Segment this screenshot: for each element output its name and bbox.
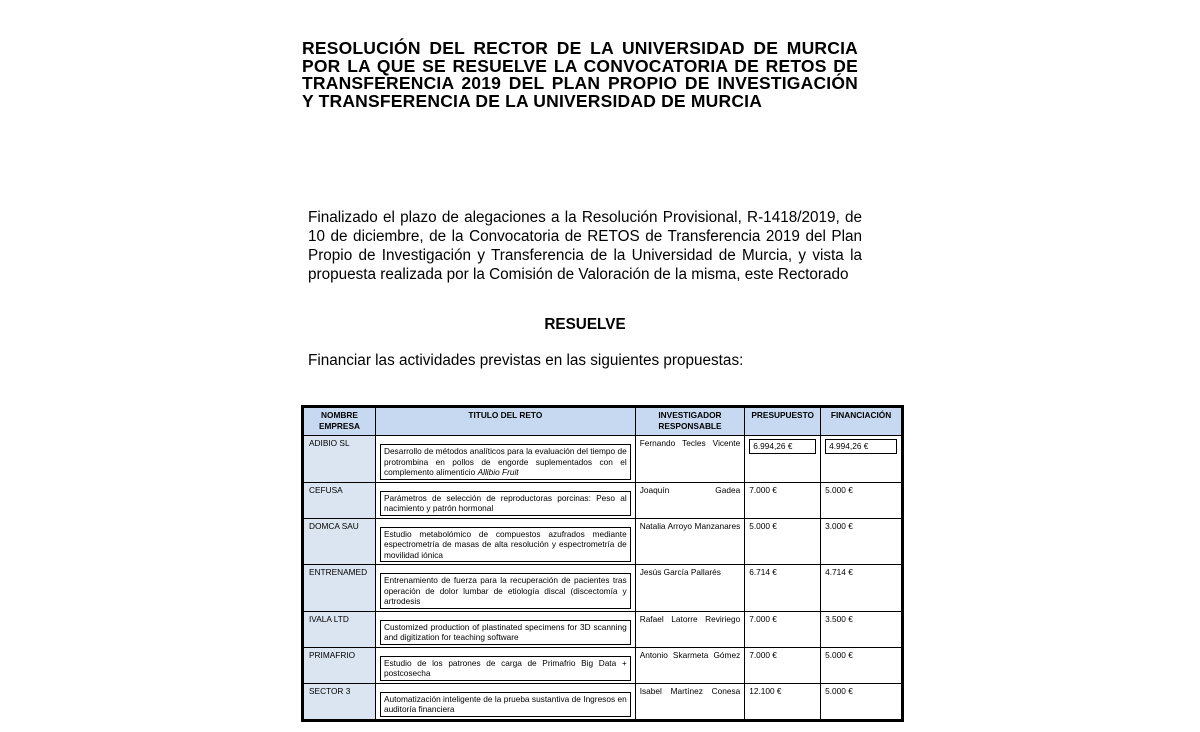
cell-empresa: DOMCA SAU [304,518,376,565]
cell-financiacion: 3.500 € [821,611,902,647]
cell-titulo-text: Estudio metabolómico de compuestos azufrados mediante espectrometría de masas de alta resolución y espectrometría de movilidad iónica [380,527,631,563]
cell-presupuesto: 7.000 € [745,482,821,518]
table-row [304,518,902,565]
cell-presupuesto: 6.714 € [745,565,821,612]
table-row [304,482,902,518]
cell-investigador: Jesús García Pallarés [635,565,745,612]
resuelve-heading: RESUELVE [544,316,626,333]
cell-titulo-text: Customized production of plastinated specimens for 3D scanning and digitization for teaching software [380,620,631,645]
header-financiacion: FINANCIACIÓN [821,408,902,436]
financiar-paragraph: Financiar las actividades previstas en las siguientes propuestas: [308,352,744,369]
cell-titulo [375,482,635,518]
proposals-table [301,405,904,722]
table-row [304,611,902,647]
cell-titulo-italic: Allibio Fruit [477,467,519,477]
cell-investigador: Joaquín Gadea [635,482,745,518]
header-presupuesto: PRESUPUESTO [745,408,821,436]
cell-titulo [375,683,635,719]
proposals-table-grid [303,407,902,720]
table-row [304,647,902,683]
cell-financiacion: 4.714 € [821,565,902,612]
table-row [304,565,902,612]
cell-titulo-text: Entrenamiento de fuerza para la recuperación de pacientes tras operación de dolor lumbar de etiología discal (discectomía y artrodesis [380,573,631,609]
cell-financiacion: 5.000 € [821,647,902,683]
cell-empresa: CEFUSA [304,482,376,518]
table-header-row [304,408,902,436]
cell-presupuesto: 7.000 € [745,647,821,683]
cell-investigador: Isabel Martínez Conesa [635,683,745,719]
document-title: RESOLUCIÓN DEL RECTOR DE LA UNIVERSIDAD DE MURCIA POR LA QUE SE RESUELVE LA CONVOCATORIA DE RETOS DE TRANSFERENCIA 2019 DEL PLAN PROPIO DE INVESTIGACIÓN Y TRANSFERENCIA DE LA UNIVERSIDAD DE MURCIA [302,38,858,111]
header-titulo: TITULO DEL RETO [375,408,635,436]
cell-presupuesto: 7.000 € [745,611,821,647]
cell-presupuesto [745,436,821,483]
cell-presupuesto: 5.000 € [745,518,821,565]
intro-paragraph: Finalizado el plazo de alegaciones a la Resolución Provisional, R-1418/2019, de 10 de diciembre, de la Convocatoria de RETOS de Transferencia 2019 del Plan Propio de Investigación y Transferencia de la Universidad de Murcia, y vista la propuesta realizada por la Comisión de Valoración de la misma, este Rectorado [308,209,862,283]
cell-titulo [375,518,635,565]
cell-empresa: IVALA LTD [304,611,376,647]
table-row [304,683,902,719]
cell-presupuesto: 12.100 € [745,683,821,719]
cell-investigador: Natalia Arroyo Manzanares [635,518,745,565]
cell-titulo-text: Parámetros de selección de reproductoras porcinas: Peso al nacimiento y patrón hormonal [380,491,631,516]
cell-presupuesto-value: 6.994,26 € [749,439,816,454]
cell-investigador: Antonio Skarmeta Gómez [635,647,745,683]
cell-titulo [375,647,635,683]
cell-financiacion: 3.000 € [821,518,902,565]
cell-financiacion-value: 4.994,26 € [825,439,897,454]
cell-financiacion: 5.000 € [821,482,902,518]
cell-titulo-text: Estudio de los patrones de carga de Primafrio Big Data + postcosecha [380,656,631,681]
cell-titulo [375,565,635,612]
header-investigador: INVESTIGADOR RESPONSABLE [635,408,745,436]
cell-investigador: Fernando Tecles Vicente [635,436,745,483]
cell-titulo [375,436,635,483]
cell-titulo-text: Automatización inteligente de la prueba sustantiva de Ingresos en auditoría financiera [380,692,631,717]
cell-empresa: ENTRENAMED [304,565,376,612]
cell-investigador: Rafael Latorre Reviriego [635,611,745,647]
cell-empresa: PRIMAFRIO [304,647,376,683]
cell-titulo-text: Desarrollo de métodos analíticos para la evaluación del tiempo de protrombina en pollos de engorde suplementados con el complemento alimenticio [383,446,627,477]
cell-titulo [375,611,635,647]
header-empresa: NOMBRE EMPRESA [304,408,376,436]
cell-financiacion [821,436,902,483]
cell-empresa: SECTOR 3 [304,683,376,719]
table-row [304,436,902,483]
cell-financiacion: 5.000 € [821,683,902,719]
cell-empresa: ADIBIO SL [304,436,376,483]
